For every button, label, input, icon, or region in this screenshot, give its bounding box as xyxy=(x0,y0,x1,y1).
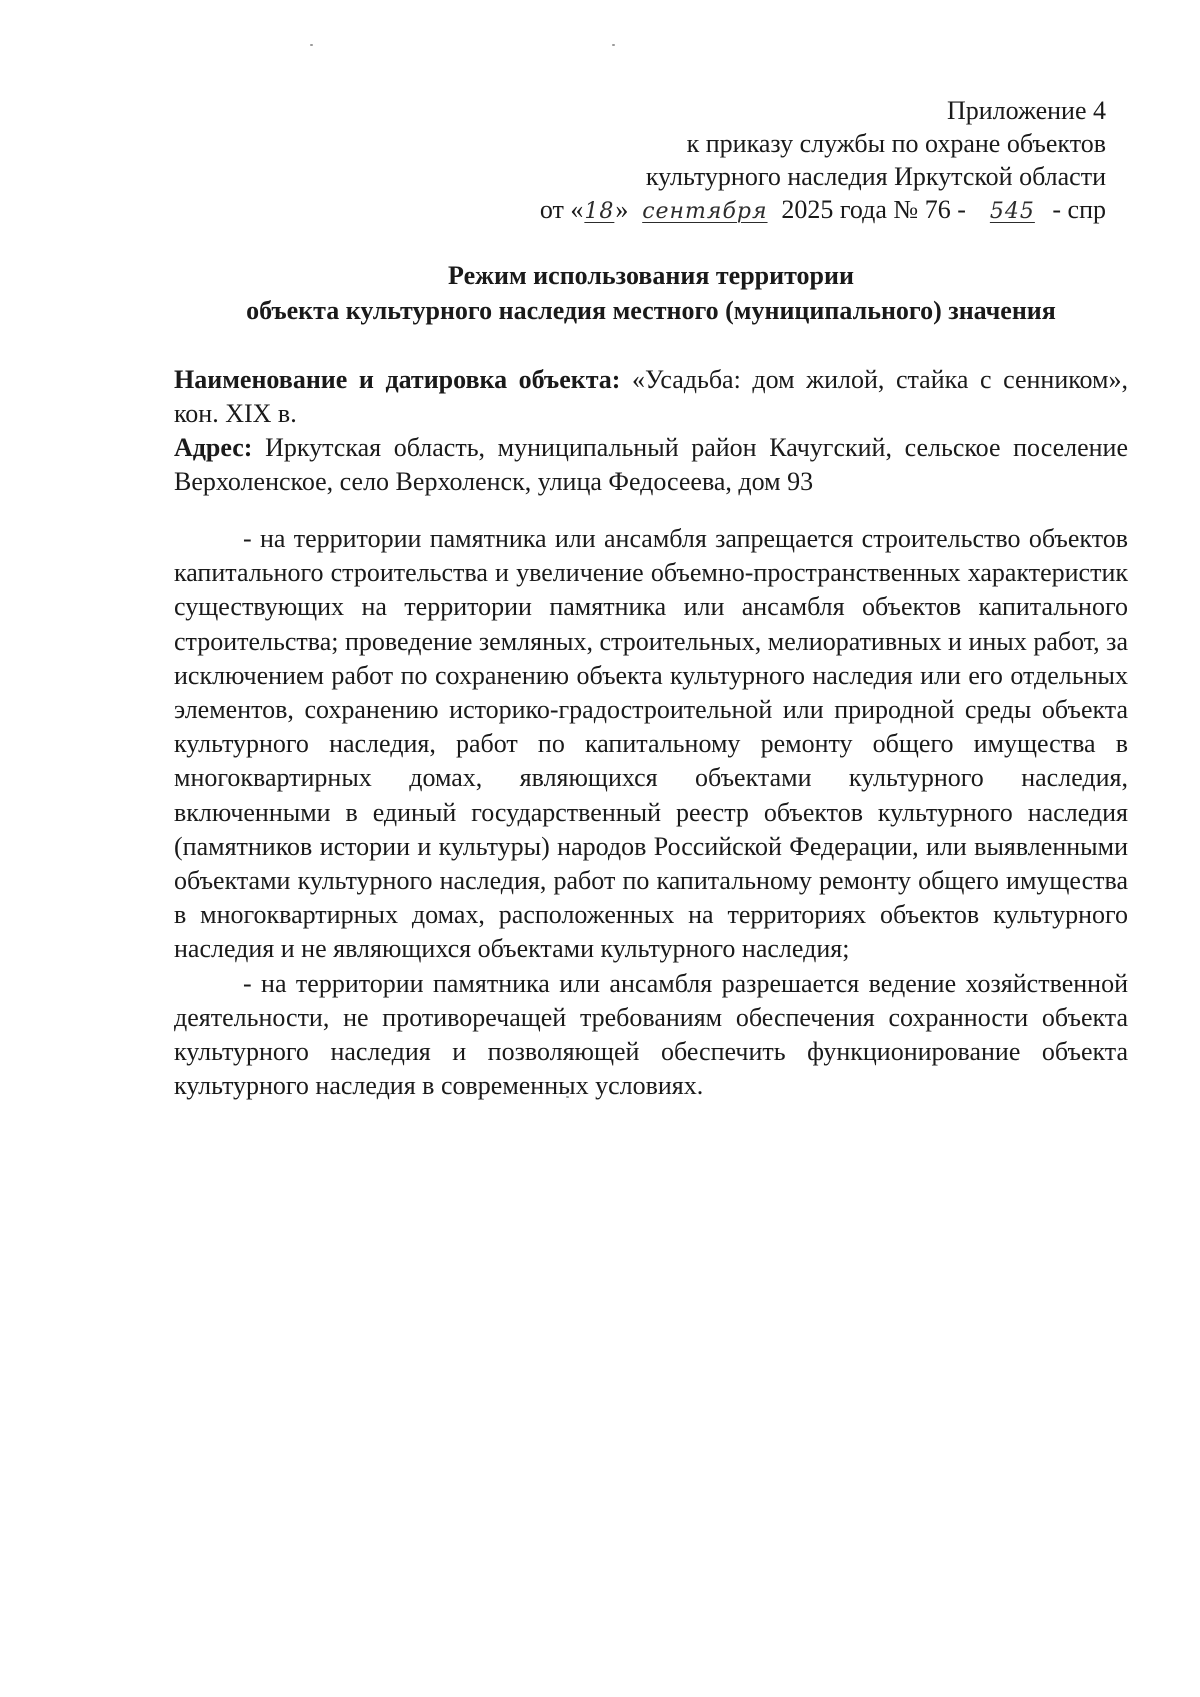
regime-text xyxy=(174,522,1128,1103)
scan-speck xyxy=(310,44,313,46)
object-address-value: Иркутская область, муниципальный район Качугский, сельское поселение Верхоленское, село Верхоленск, улица Федосеева, дом 93 xyxy=(174,433,1128,496)
regime-permission-paragraph: - на территории памятника или ансамбля разрешается ведение хозяйственной деятельности, не противоречащей требованиям обеспечения сохранности объекта культурного наследия и позволяющей обеспечить функционирование объекта культурного наследия в современных условиях. xyxy=(174,968,1128,1101)
appendix-order-line: к приказу службы по охране объектов xyxy=(686,129,1106,158)
order-suffix: - спр xyxy=(1052,195,1106,224)
object-address-label: Адрес: xyxy=(174,433,253,462)
title-line-1: Режим использования территории xyxy=(448,261,854,290)
appendix-date-line xyxy=(406,193,1106,228)
date-prefix: от « xyxy=(539,195,584,224)
appendix-header xyxy=(406,94,1106,228)
object-address-paragraph xyxy=(174,431,1128,499)
object-meta xyxy=(174,363,1128,499)
title-line-2: объекта культурного наследия местного (муниципального) значения xyxy=(246,296,1056,325)
document-title xyxy=(174,258,1128,328)
scan-speck xyxy=(612,44,615,46)
object-name-label: Наименование и датировка объекта: xyxy=(174,365,621,394)
handwritten-day: 18 xyxy=(584,199,615,224)
object-name-paragraph xyxy=(174,363,1128,431)
appendix-number: Приложение 4 xyxy=(946,96,1106,125)
appendix-authority-line: культурного наследия Иркутской области xyxy=(645,162,1106,191)
handwritten-month: сентября xyxy=(642,199,768,224)
handwritten-order-number: 545 xyxy=(989,199,1035,224)
regime-prohibition-paragraph: - на территории памятника или ансамбля запрещается строительство объектов капитального строительства и увеличение объемно-пространственных характеристик существующих на территории памятника или ансамбля объектов капитального строительства; проведение земляных, строительных, мелиоративных и иных работ, за исключением работ по сохранению объекта культурного наследия или его отдельных элементов, сохранению историко-градостроительной или природной среды объекта культурного наследия, работ по капитальному ремонту общего имущества в многоквартирных домах, являющихся объектами культурного наследия, включенными в единый государственный реестр объектов культурного наследия (памятников истории и культуры) народов Российской Федерации, или выявленными объектами культурного наследия, работ по капитальному ремонту общего имущества в многоквартирных домах, расположенных на территориях объектов культурного наследия и не являющихся объектами культурного наследия; xyxy=(174,524,1128,964)
date-year-number: 2025 года № 76 - xyxy=(781,195,966,224)
object-name-value: «Усадьба: дом жилой, стайка с сенником», кон. XIX в. xyxy=(174,365,1129,428)
date-quote-close: » xyxy=(615,195,629,224)
